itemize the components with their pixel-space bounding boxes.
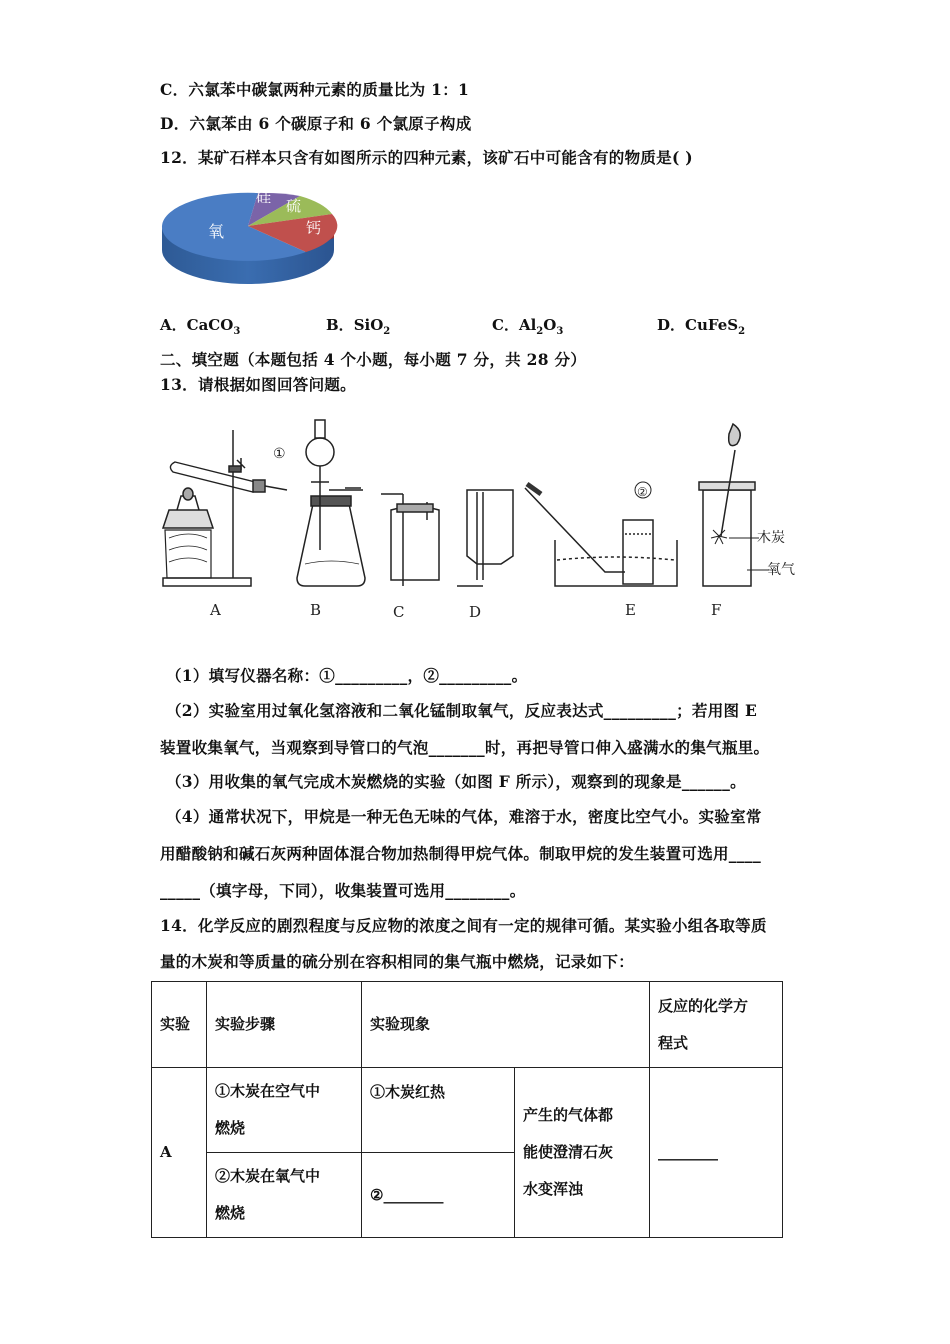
- q13-part4-line2: 用醋酸钠和碱石灰两种固体混合物加热制得甲烷气体。制取甲烷的发生装置可选用____: [160, 844, 762, 863]
- step-1: ①木炭在空气中 燃烧: [207, 1068, 362, 1153]
- equation-blank: ________: [650, 1068, 783, 1238]
- pie-label-silicon: 硅: [256, 188, 272, 206]
- pie-label-calcium: 钙: [306, 219, 322, 237]
- q13-stem: 13．请根据如图回答问题。: [160, 375, 356, 394]
- q11-option-c: C．六氯苯中碳氯两种元素的质量比为 1：1: [160, 80, 470, 99]
- label-oxygen: 氧气: [767, 562, 795, 578]
- q13-part1: （1）填写仪器名称：①_________，②_________。: [166, 666, 528, 685]
- q12-option-c: C．$Al_2O_3$: [492, 316, 564, 337]
- apparatus-b: [297, 420, 365, 586]
- header-experiment: 实验: [152, 982, 207, 1068]
- phenomenon-2: ②________: [362, 1153, 515, 1238]
- apparatus-a: [163, 430, 287, 586]
- q13-part3: （3）用收集的氧气完成木炭燃烧的实验（如图 F 所示），观察到的现象是______。: [166, 772, 746, 791]
- marker-1: ①: [273, 446, 286, 462]
- q13-part2-line2: 装置收集氧气，当观察到导管口的气泡_______时，再把导管口伸入盛满水的集气瓶里。: [160, 738, 770, 757]
- label-d: D: [469, 603, 482, 621]
- q12-option-b: B．SiO$_2$: [326, 316, 391, 337]
- label-f: F: [711, 601, 722, 619]
- apparatus-f: [699, 424, 769, 586]
- label-b: B: [310, 601, 322, 619]
- common-phenomenon: 产生的气体都 能使澄清石灰 水变浑浊: [515, 1068, 650, 1238]
- marker-2: ②: [637, 485, 648, 499]
- experiment-table: [151, 981, 783, 1238]
- apparatus-d: [457, 490, 513, 586]
- header-equation: 反应的化学方 程式: [650, 982, 783, 1068]
- section-heading: 二、填空题（本题包括 4 个小题，每小题 7 分，共 28 分）: [160, 350, 587, 369]
- q14-stem-line1: 14．化学反应的剧烈程度与反应物的浓度之间有一定的规律可循。某实验小组各取等质: [160, 916, 767, 935]
- step-2: ②木炭在氧气中 燃烧: [207, 1153, 362, 1238]
- q13-part4-line1: （4）通常状况下，甲烷是一种无色无味的气体，难溶于水，密度比空气小。实验室常: [166, 807, 762, 826]
- element-pie-chart: [158, 178, 338, 288]
- phenomenon-1: ①木炭红热: [362, 1068, 515, 1153]
- q12-option-a: A．CaCO$_3$: [160, 316, 241, 337]
- q12-option-d: D．CuFeS$_2$: [657, 316, 746, 337]
- apparatus-e: [525, 482, 677, 586]
- label-a: A: [210, 601, 221, 619]
- q11-option-d: D．六氯苯由 6 个碳原子和 6 个氯原子构成: [160, 114, 472, 133]
- row-a-label: A: [152, 1068, 207, 1238]
- q12-stem: 12．某矿石样本只含有如图所示的四种元素，该矿石中可能含有的物质是( ): [160, 148, 693, 167]
- label-e: E: [625, 601, 636, 619]
- label-charcoal: 木炭: [757, 530, 785, 546]
- q14-stem-line2: 量的木炭和等质量的硫分别在容积相同的集气瓶中燃烧，记录如下：: [160, 952, 635, 971]
- q13-part2-line1: （2）实验室用过氧化氢溶液和二氧化锰制取氧气，反应表达式_________；若用图 E: [166, 701, 758, 720]
- apparatus-c: [381, 494, 439, 586]
- header-phenomenon: 实验现象: [362, 982, 650, 1068]
- apparatus-figure: [155, 410, 815, 630]
- pie-label-oxygen: 氧: [208, 222, 225, 241]
- pie-label-sulfur: 硫: [286, 197, 302, 215]
- header-steps: 实验步骤: [207, 982, 362, 1068]
- label-c: C: [393, 603, 405, 621]
- q13-part4-line3: _____（填字母，下同），收集装置可选用________。: [160, 881, 526, 900]
